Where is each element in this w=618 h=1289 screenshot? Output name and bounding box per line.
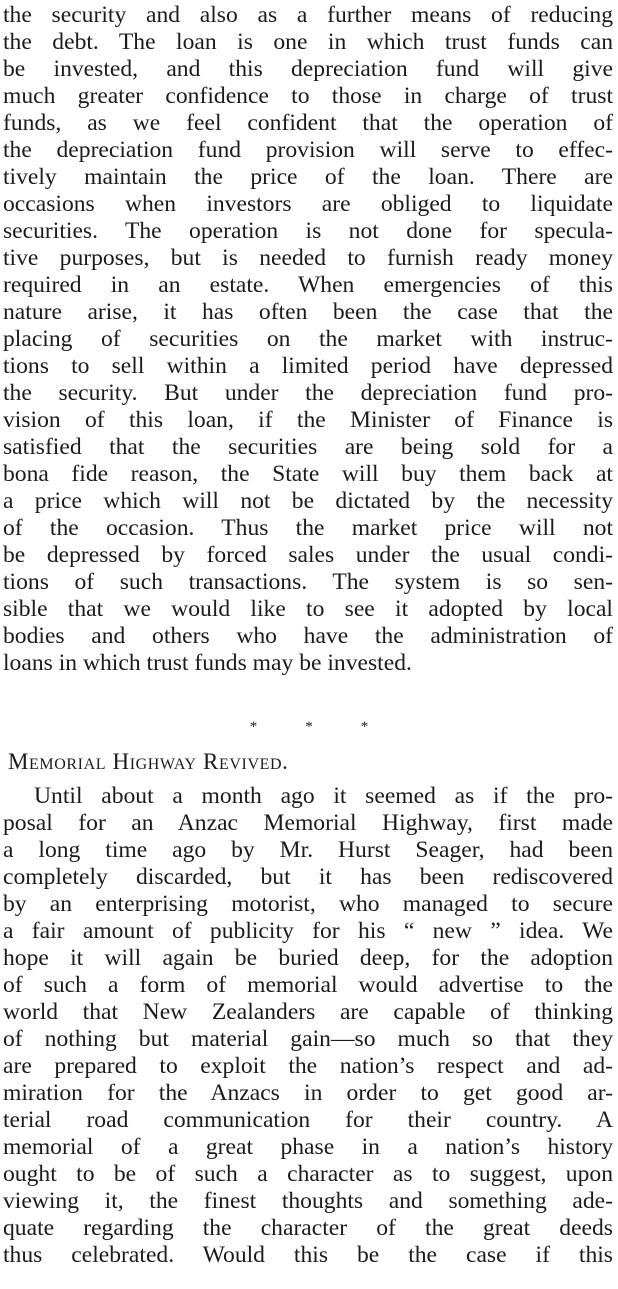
- section-heading: Memorial Highway Revived.: [8, 749, 289, 774]
- text-line: sible that we would like to see it adopted by local: [3, 596, 613, 622]
- asterisk-icon: *: [249, 719, 258, 735]
- text-line: thus celebrated. Would this be the case if this: [3, 1242, 613, 1268]
- text-line: tive purposes, but is needed to furnish ready money: [3, 245, 613, 271]
- text-line: be depressed by forced sales under the usual condi-: [3, 542, 613, 568]
- text-line: the debt. The loan is one in which trust funds can: [3, 29, 613, 55]
- text-line: a price which will not be dictated by the necessity: [3, 488, 613, 514]
- text-line: posal for an Anzac Memorial Highway, first made: [3, 810, 613, 836]
- text-line: are prepared to exploit the nation’s respect and ad-: [3, 1053, 613, 1079]
- text-line: the security and also as a further means of reducing: [3, 2, 613, 28]
- text-line: satisfied that the securities are being sold for a: [3, 434, 613, 460]
- text-line: much greater confidence to those in charge of trust: [3, 83, 613, 109]
- text-line: the security. But under the depreciation fund pro-: [3, 380, 613, 406]
- text-line: miration for the Anzacs in order to get good ar-: [3, 1080, 613, 1106]
- text-line: required in an estate. When emergencies of this: [3, 272, 613, 298]
- asterisk-icon: *: [360, 719, 369, 735]
- text-line: the depreciation fund provision will serve to effec-: [3, 137, 613, 163]
- text-line: tions to sell within a limited period have depressed: [3, 353, 613, 379]
- section-separator: [0, 715, 618, 739]
- text-line: memorial of a great phase in a nation’s history: [3, 1134, 613, 1160]
- text-line: a fair amount of publicity for his “ new ” idea. We: [3, 918, 613, 944]
- text-line: of such a form of memorial would advertise to the: [3, 972, 613, 998]
- text-line: tively maintain the price of the loan. There are: [3, 164, 613, 190]
- text-line: by an enterprising motorist, who managed to secure: [3, 891, 613, 917]
- text-line: loans in which trust funds may be invested.: [3, 650, 412, 676]
- text-line: world that New Zealanders are capable of thinking: [3, 999, 613, 1025]
- asterisk-icon: *: [305, 719, 313, 735]
- text-line: placing of securities on the market with instruc-: [3, 326, 613, 352]
- text-line: quate regarding the character of the great deeds: [3, 1215, 613, 1241]
- text-line: be invested, and this depreciation fund will give: [3, 56, 613, 82]
- text-line: viewing it, the finest thoughts and something ade-: [3, 1188, 613, 1214]
- text-line: vision of this loan, if the Minister of Finance is: [3, 407, 613, 433]
- text-line: occasions when investors are obliged to liquidate: [3, 191, 613, 217]
- text-line: Until about a month ago it seemed as if the pro-: [34, 783, 613, 809]
- text-line: completely discarded, but it has been rediscovered: [3, 864, 613, 890]
- text-line: ought to be of such a character as to suggest, upon: [3, 1161, 613, 1187]
- text-line: hope it will again be buried deep, for the adoption: [3, 945, 613, 971]
- text-line: of the occasion. Thus the market price will not: [3, 515, 613, 541]
- text-line: securities. The operation is not done for specula-: [3, 218, 613, 244]
- text-line: tions of such transactions. The system is so sen-: [3, 569, 613, 595]
- text-line: of nothing but material gain—so much so that they: [3, 1026, 613, 1052]
- text-line: nature arise, it has often been the case that the: [3, 299, 613, 325]
- text-line: funds, as we feel confident that the operation of: [3, 110, 613, 136]
- text-line: bodies and others who have the administration of: [3, 623, 613, 649]
- text-line: terial road communication for their country. A: [3, 1107, 613, 1133]
- text-line: bona fide reason, the State will buy them back at: [3, 461, 613, 487]
- text-line: a long time ago by Mr. Hurst Seager, had been: [3, 837, 613, 863]
